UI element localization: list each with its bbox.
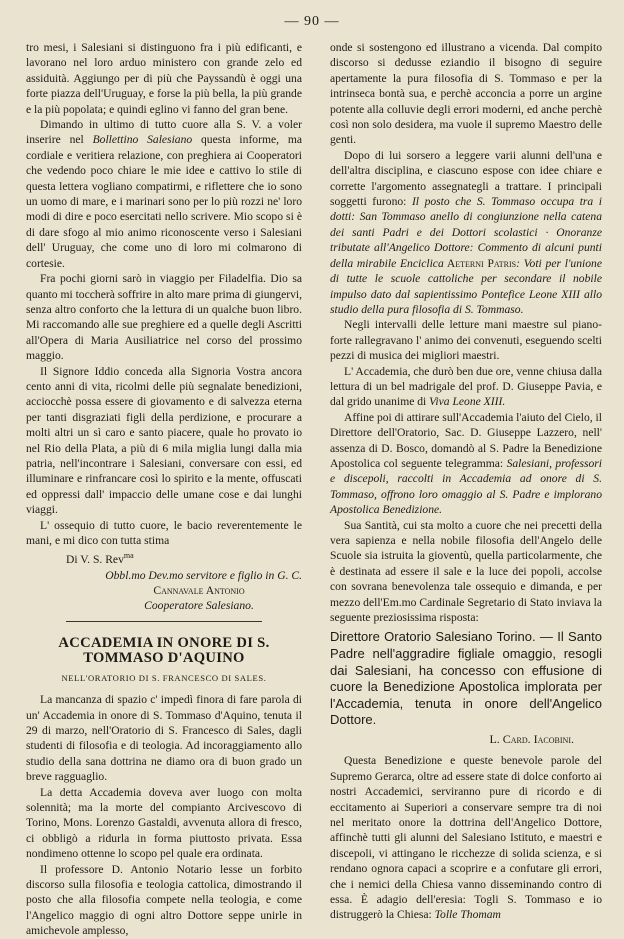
text-run: Di V. S. Rev	[66, 553, 124, 567]
paragraph	[330, 364, 602, 410]
signature-name: Cannavale Antonio	[153, 584, 245, 598]
text-run: Dimando in ultimo di tutto cuore alla S. V. a voler inserire nel	[26, 118, 302, 147]
telegram-signature: L. Card. Iacobini.	[489, 732, 574, 746]
text-run: questa informe, ma cordiale e veritiera relazione, con preghiera ai Cooperatori che vedendo poco chiare le mie idee e cattivo lo stile di questa lettera vogliano compatirmi, e riflettere che io sono un uomo di mare, e i marinari sono per lo più rozzi ne' loro modi di dire e poco esercitati nello scrivere. Mio scopo si è di dare sfogo al mio animo riconoscente verso i Salesiani dell' Uruguay, che come uno di loro mi colmarono di cortesie.	[26, 133, 302, 270]
paragraph: onde si sostengono ed illustrano a vicenda. Dal compito discorso si dedusse eziandio il bisogno di seguire apertamente la pura filosofia di S. Tommaso e per la intrinseca bontà sua, e perchè acconcia a porre un argine potente alla colluvie degli errori moderni, ed anche perchè così non solo desidera, ma vuole il supremo Maestro delle genti.	[330, 41, 602, 147]
text-run: Questa Benedizione e queste benevole parole del Supremo Gerarca, oltre ad essere state di dolce conforto ai nostri Accademici, serviranno pure di ricordo e di eccitamento ai Superiori a conservare sempre tra di noi nel meritato onore la dottrina dell'Angelico Dottore, affinchè tutti gli alunni del Salesiano Istituto, e maestri e discepoli, vi attingano le ricchezze di solida scienza, e si rendano ognora capaci a scoprire e a confutare gli errori, che i nemici della Chiesa vanno disseminando contro di essa. È adagio dell'eresia: Togli S. Tommaso e io distruggerò la Chiesa:	[330, 754, 602, 922]
paragraph: Il professore D. Antonio Notario lesse un forbito discorso sulla filosofia e teologia cattolica, dimostrando il posto che alla filosofia compete nella teologia, e come l'Angelico maggio di ogni altro Dottore seppe unirle in amichevole amplesso,	[26, 862, 302, 938]
article-title: ACCADEMIA IN ONORE DI S. TOMMASO D'AQUINO	[58, 634, 270, 667]
italic-text: Il posto che S. Tommaso occupa tra i dotti: San Tommaso anello di congiunzione nella catena dei santi Padri e dei Dottori scolastici · Onoranze tributate all'Angelico Dottore: Commento di alcuni punti della mirabile Enciclica	[330, 195, 602, 270]
telegram-text: Direttore Oratorio Salesiano Torino. — Il Santo Padre nell'aggradire figliale omaggio, resogli dai Salesiani, ha concesso con effusione di cuore la Benedizione Apostolica implorata per l'Accademia, tenuta in onore dell'Angelico Dottore.	[330, 629, 602, 728]
paragraph: La mancanza di spazio c' impedì finora di fare parola di un' Accademia in onore di S. Tommaso d'Aquino, tenuta il 29 di marzo, nell'Oratorio di S. Francesco di Sales, dagli studenti di filosofia e di teologia. Ad incoraggiamento allo studio della sana dottrina ne diamo ora di buon grado un breve ragguaglio.	[26, 693, 302, 784]
paragraph: Il Signore Iddio conceda alla Signoria Vostra ancora cento anni di vita, ricolmi delle più segnalate benedizioni, acciocchè possa essere di giovamento e di salvezza eterna per tanti disgraziati figli della perdizione, e procurare a molti altri un sì caro e santo piacere, quale ho provato io nel Rio della Plata, a più di 6 mila miglia lungi dalla mia patria, nell'incontrare i Salesiani, conversare con essi, ed illuminare e rinfrancare così lo spirito e la mente, offuscati ed oppressi dall' impaccio delle umane cose e dai lunghi viaggi.	[26, 364, 302, 517]
paragraph: Fra pochi giorni sarò in viaggio per Filadelfia. Dio sa quanto mi toccherà soffrire in alto mare prima di giungervi, senza altro conforto che la lettura di un qualche buon libro. Mi raccomando alle sue preghiere ed a quelle degli Ascritti all'Opera di Maria Ausiliatrice nel corso del prossimo maggio.	[26, 272, 303, 363]
paragraph: Negli intervalli delle letture mani maestre sul piano-forte rallegravano l' animo dei convenuti, eseguendo scelti pezzi di musica dei migliori maestri.	[330, 318, 602, 363]
page-number: — 90 —	[284, 14, 340, 29]
italic-text: Salesiani, professori e discepoli, raccolti in Accademia ad onore di S. Tommaso, offrono loro omaggio al S. Padre e implorano Apostolica Benedizione.	[330, 456, 602, 517]
paragraph: tro mesi, i Salesiani si distinguono fra i più edificanti, e lavorano nel loro arduo ministero con grande zelo ed assiduità. Aggiungo per di più che Payssandù è oggi una forte piazza dell'Uruguay, e forse la più bella, la più grande e la più popolata; e quindi eglino vi fanno del gran bene.	[26, 41, 302, 116]
paragraph: Sua Santità, cui sta molto a cuore che nei precetti della vera sapienza e nella nobile filosofia dell'Angelo delle Scuole sia istruita la gioventù, quella particolarmente, che è destinata ad essere il sale e la luce dei popoli, accolse con sovrana benevolenza tale ossequio e dimanda, e per mezzo dell'Em.mo Cardinale Segretario di Stato inviava la seguente preziosissima risposta:	[330, 518, 602, 625]
text-run: L' Accademia, che durò ben due ore, venne chiusa dalla lettura di un bel madrigale del prof. D. Giuseppe Pavia, e dal grido unanime di	[330, 364, 603, 409]
superscript: ma	[123, 551, 134, 561]
article-subtitle: NELL'ORATORIO DI S. FRANCESCO DI SALES.	[61, 672, 267, 683]
divider	[66, 621, 262, 622]
italic-text: : Voti per l'unione di tutte le scuole cattoliche per secondare il nobile impulso dato dal sapientissimo Pontefice Leone XIII allo studio della pura filosofia di S. Tommaso.	[330, 256, 602, 316]
paragraph	[26, 117, 302, 271]
left-column	[26, 40, 302, 939]
italic-text: Bollettino Salesiano	[92, 133, 193, 147]
caps-text: Aeterni Patris	[443, 256, 517, 270]
signature-role: Cooperatore Salesiano.	[144, 599, 254, 613]
italic-text: Tolle Thomam	[434, 908, 501, 922]
text-run: Affine poi di attirare sull'Accademia l'aiuto del Cielo, il Direttore dell'Oratorio, Sac. D. Giuseppe Lazzero, nell' assenza di D. Bosco, domandò al S. Padre la Benedizione Apostolica col seguente telegramma:	[330, 410, 602, 470]
right-column	[330, 40, 602, 923]
paragraph	[330, 753, 602, 922]
signature-line: Obbl.mo Dev.mo servitore e figlio in G. C.	[105, 568, 302, 582]
paragraph	[330, 148, 602, 317]
paragraph: La detta Accademia doveva aver luogo con molta solennità; ma la morte del compianto Arcivescovo di Torino, Mons. Lorenzo Gastaldi, avvenuta allora di fresco, ci obbligò a ridurla in forma piuttosto privata. Essa nondimeno ottenne lo scopo pel quale era ordinata.	[26, 785, 302, 861]
text-run: Dopo di lui sorsero a leggere varii alunni dell'una e dell'altra disciplina, e ciascuno espose con idee chiare e corrette l'argomento assegnategli a trattare. I principali soggetti furono:	[330, 148, 602, 209]
paragraph	[330, 410, 602, 518]
closing-line	[26, 548, 302, 567]
paragraph: L' ossequio di tutto cuore, le bacio reverentemente le mani, e mi dico con tutta stima	[26, 518, 302, 547]
italic-text: Viva Leone XIII.	[429, 395, 506, 409]
